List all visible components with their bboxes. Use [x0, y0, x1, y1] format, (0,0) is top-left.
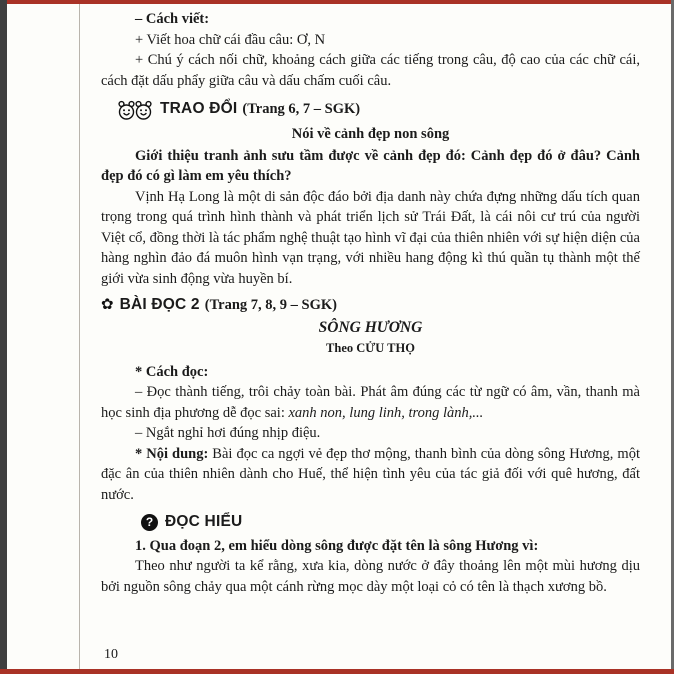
cach-doc-line1-text: – Đọc thành tiếng, trôi chảy toàn bài. Phát âm đúng các từ ngữ có âm, vần, thanh mà học sinh địa phương dễ đọc sai: — [101, 384, 640, 421]
trao-doi-pages: (Trang 6, 7 – SGK) — [242, 101, 361, 118]
page-number: 10 — [104, 647, 118, 662]
page-margin-line — [79, 4, 80, 669]
cach-doc-heading: * Cách đọc: — [135, 363, 209, 380]
photo-edge-top — [0, 0, 674, 4]
cach-viet-heading: – Cách viết: — [135, 11, 210, 27]
noi-dung — [101, 444, 640, 506]
trao-doi-prompt: Giới thiệu tranh ảnh sưu tầm được về cảnh đẹp đó: Cảnh đẹp đó ở đâu? Cảnh đẹp đó có gì làm em yêu thích? — [101, 147, 640, 184]
photo-edge-bottom — [0, 669, 674, 674]
trao-doi-body: Vịnh Hạ Long là một di sản độc đáo bởi địa danh này chứa đựng những dấu tích quan trọng trong quá trình hình thành và phát triển lịch sử Trái Đất, là cái nôi cư trú của người Việt cổ, đồng thời là tác phẩm nghệ thuật tạo hình vĩ đại của thiên nhiên với sự hiện diện của hàng nghìn đảo đá muôn hình vạn trạng, với nhiều hang động kì thú quần tụ thành một thế giới vừa sinh động vừa huyền bí. — [101, 188, 640, 287]
cach-doc-line1 — [101, 382, 640, 423]
reading-author: Theo CỬU THỌ — [326, 341, 415, 355]
noi-dung-text: Bài đọc ca ngợi vẻ đẹp thơ mộng, thanh bình của dòng sông Hương, một đặc ân của thiên nhiên dành cho Huế, thể hiện tình yêu của tác giả đối với quê hương, đất nước. — [101, 445, 640, 503]
question-1-body: Theo như người ta kể rằng, xưa kia, dòng nước ở đây thoảng lên một mùi hương dịu bởi nguồn sông chảy qua một cánh rừng mọc dày một loại cỏ có tên là thạch xương bồ. — [101, 558, 640, 595]
cach-doc-line1-examples: xanh non, lung linh, trong lành,... — [288, 404, 484, 421]
bai-doc-2-title: BÀI ĐỌC 2 — [119, 296, 200, 313]
children-faces-icon — [117, 97, 153, 122]
flower-icon: ✿ — [101, 296, 114, 313]
doc-hieu-title: ĐỌC HIỂU — [165, 513, 243, 530]
trao-doi-title: TRAO ĐỔI — [160, 100, 238, 118]
book-spine-shadow — [0, 0, 7, 674]
doc-hieu-header — [141, 512, 640, 533]
trao-doi-header — [117, 97, 640, 122]
bai-doc-2-header — [101, 295, 640, 316]
cach-viet-line2: + Chú ý cách nối chữ, khoảng cách giữa các tiếng trong câu, độ cao của các chữ cái, cách đặt dấu phẩy giữa câu và dấu chấm cuối câu. — [101, 52, 640, 89]
trao-doi-subtitle: Nói về cảnh đẹp non sông — [291, 126, 450, 142]
reading-title: SÔNG HƯƠNG — [318, 318, 423, 336]
page-content — [101, 9, 640, 597]
cach-doc-line2: – Ngắt nghỉ hơi đúng nhịp điệu. — [135, 425, 321, 441]
question-mark-icon: ? — [141, 514, 158, 531]
noi-dung-label: * Nội dung: — [135, 445, 209, 462]
question-1-heading: 1. Qua đoạn 2, em hiểu dòng sông được đặt tên là sông Hương vì: — [135, 537, 539, 554]
bai-doc-2-pages: (Trang 7, 8, 9 – SGK) — [204, 297, 337, 313]
cach-viet-line1: + Viết hoa chữ cái đầu câu: Ơ, N — [135, 31, 326, 48]
